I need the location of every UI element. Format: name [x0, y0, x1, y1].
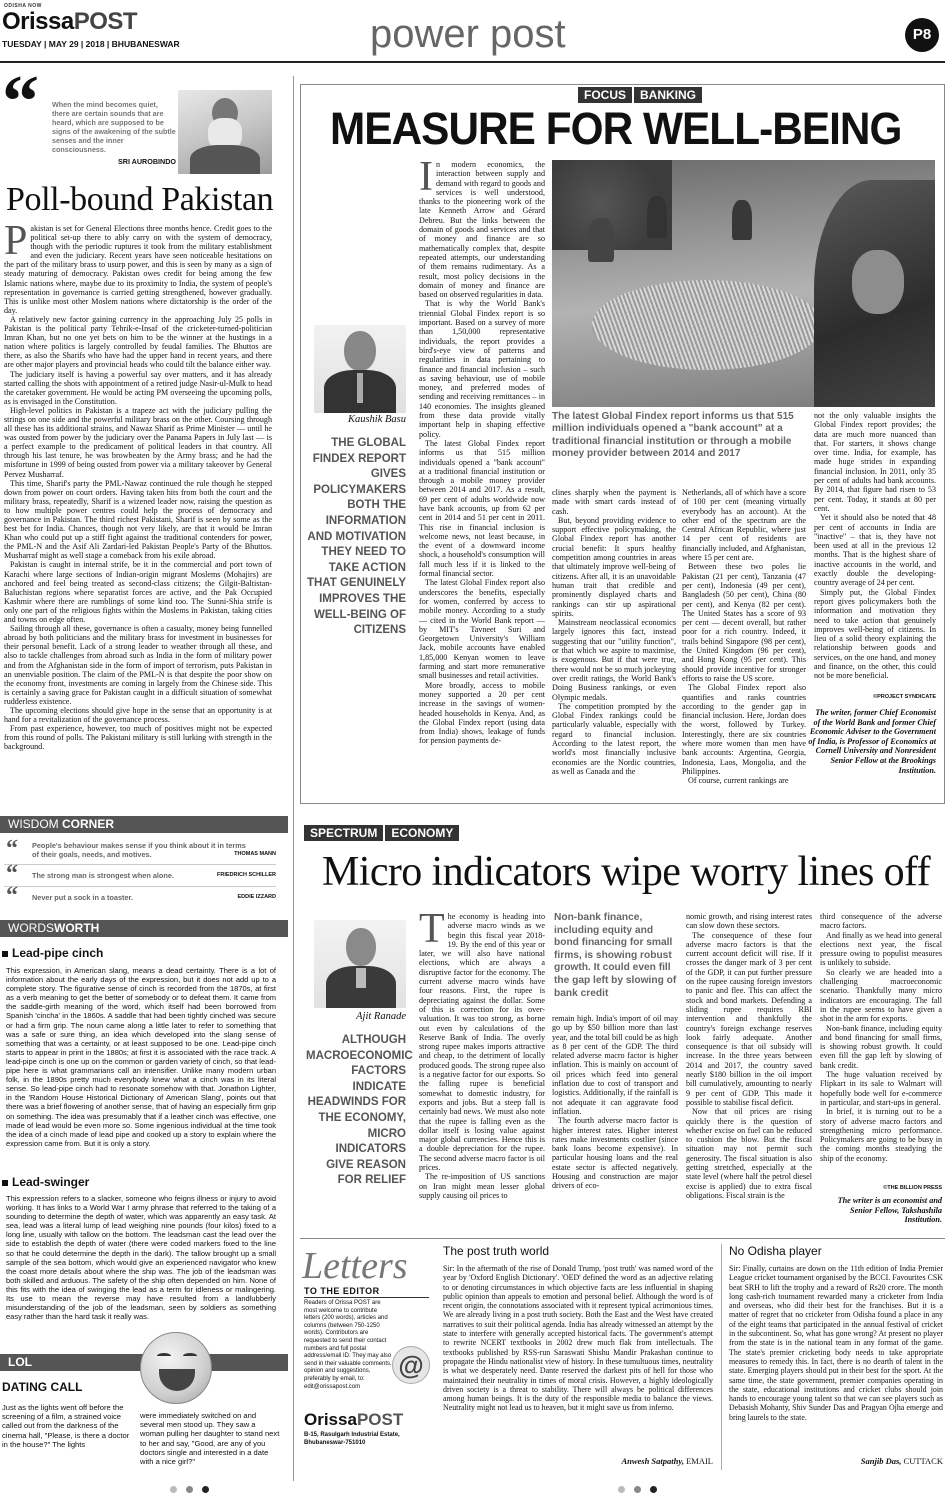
wisdom-list — [4, 836, 276, 909]
feature2-sidebar: Non-bank finance, including equity and bond financing for small firms, is showing robust growth. It could even fill the gap left by slowing of bank credit — [554, 912, 677, 999]
letter-signature: Sanjib Das, CUTTACK — [860, 1456, 943, 1466]
feature1-credit: ©PROJECT SYNDICATE — [873, 694, 936, 700]
feature2-col1: The economy is heading into adverse macro winds as we begin this fiscal year 2018-19. By the end of this year or later, we will also have national elections, which are always a disruptive factor for the economy. The current adverse macro winds have four reasons. First, the rupee is depreciating against the dollar. Some of this is correction for its over-valuation. It was too strong, as borne out even by calculations of the Reserve Bank of India. The overly strong rupee makes imports attractive and cheap, to the detriment of locally produced goods. The strong rupee also is a negative factor for our exports. So the falling rupee is beneficial somewhat to domestic industry, for exports and jobs. But a steep fall is certainly bad news. We must also note that the rupee is falling even as the dollar itself is losing value against major global currencies. Hence this is a double depreciation for the rupee. The second adverse macro factor is oil prices. The re-imposition of US sanctions on Iran might mean lesser global supply causing oil prices to — [419, 912, 545, 1200]
feature2-headline: Micro indicators wipe worry lines off — [322, 849, 931, 895]
masthead — [0, 0, 945, 62]
letters-logo: Letters — [302, 1245, 408, 1287]
feature2-pullquote: ALTHOUGH MACROECONOMIC FACTORS INDICATE HEADWINDS FOR THE ECONOMY, MICRO INDICATORS GIVE REASON FOR RELIEF — [306, 1034, 413, 1187]
letters-address: B-15, Rasulgarh Industrial Estate, Bhubaneswar-751010 — [304, 1432, 400, 1446]
letters-brand-post: POST — [356, 1410, 404, 1429]
quote-marks-icon: “ — [2, 61, 39, 143]
feature1-col3: Netherlands, all of which have a score of 100 per cent (meaning virtually everybody has an account). At the other end of the spectrum are the Central African Republic, where just 14 per cent of residents are financially included, and Afghanistan, where 15 per cent are. Between these two poles lie Pakistan (21 per cent), Tanzania (47 per cent), Indonesia (49 per cent), Bangladesh (50 per cent), China (80 per cent), and Kenya (82 per cent). The United States has a score of 93 per cent — decent overall, but rather poor for a rich country. Indeed, it trails behind Singapore (98 per cent), the United Kingdom (96 per cent), and Hong Kong (95 per cent). This should provide incentive for stronger efforts to raise the US score. The Global Findex report also quantifies and ranks countries according to the gender gap in financial inclusion. Here, Jordan does the worst, followed by Turkey. Interestingly, there are six countries where more women than men have bank accounts: Argentina, Georgia, Indonesia, Laos, Mongolia, and the Philippines. Of course, current rankings are — [682, 488, 806, 786]
quote-mark-icon: “ — [6, 836, 18, 862]
author-collar — [356, 968, 366, 988]
email-at-icon: @ — [392, 1346, 430, 1384]
lol-text-b: were immediately switched on and several men stood up. They saw a woman pulling her daughter to stand next to her and say, "Good, are any of you doctors single and interested in a date with a nice girl?" — [140, 1411, 280, 1467]
editorial-para-3: High-level politics in Pakistan is a trapeze act with the judiciary pulling the strings on one side and the powerful military brass on the other. Coursing through all these has its additional strains, and Nawaz Sharif as Prime Minister — until he was ousted from power by the judiciary over the Panama Papers in July last — is a perfect example to the predicament of political leaders in that country. All through his last tenure, he was browbeaten by the Army brass; and he had the misfortune in 1999 of being ousted from power via a military takeover by General Pervez Musharraf. — [4, 405, 272, 479]
laughing-emoji-icon — [140, 1332, 212, 1404]
editorial-para-1: A relatively new factor gaining currency in the approaching July 25 polls in Pakistan is the political party Tehrik-e-Insaf of the cricketer-turned-politician Imran Khan, but no one yet bets on him to be the winner at the hustings in a nation where politics is largely controlled by feudal families. The Bhuttos are there, as also the Sharifs who have had the upper hand in recent years, and there are other major players and provincial heads who could tilt the balance either way. — [4, 314, 272, 370]
page-number-badge — [905, 18, 939, 52]
reg-dot-icon — [634, 1486, 641, 1493]
feature1-pullquote: THE GLOBAL FINDEX REPORT GIVES POLICYMAKERS BOTH THE INFORMATION AND MOTIVATION THEY NEED TO TAKE ACTION THAT GENUINELY IMPROVES THE WELL-BEING OF CITIZENS — [306, 437, 406, 637]
wordsworth-label-a: WORDS — [8, 921, 54, 935]
wisdom-author: THOMAS MANN — [234, 851, 276, 857]
editorial-para-5: Pakistan is caught in internal strife, be it in the commercial and port town of Karachi where large sections of Indian-origin migrant Moslems (Mohajirs) are anchored and feel being treated as second-class citizens; the Gilgit-Baltistan-Baluchistan regions where separatist forces are active, and the Pak Occupied Kashmir where there are rumblings of some kind too. The Sunni-Shia strife is only one part of the religious fights within the Moslems in Pakistan, taking cities and towns on edge often. — [4, 560, 272, 625]
quote-author: SRI AUROBINDO — [117, 157, 176, 166]
kaushik-basu-photo — [314, 325, 406, 413]
photo-figure-2 — [647, 196, 667, 238]
square-bullet-icon — [2, 1180, 8, 1186]
wordsworth-entry-body: This expression refers to a slacker, someone who feigns illness or injury to avoid working. It has links to a World War I army phrase that referred to the taking of a sounding to determine the depth of water, which was apparently an easy task. At sea, lead was a literal lump of lead weighing nine pounds (four kilos) fixed to a long line, usually with tallow on the bottom. The leadsman cast the lead over the side to establish the depth of water (there were coded markers fixed to the line so that he could determine the depth in the dark). The tallow brought up a small sample of the sea bottom, which would give an experienced navigator who knew the coast more details about where the ship was. The job of the leadsman was both skilled and arduous. The safety of the ship often depended on him. None of this fits with the idea of swinging the lead as a term for idleness or malingering. Its use to mean the reverse may have resulted from a landlubberly misunderstanding of the job of the leadsman, seen by soldiers as something easy rather than the hard task it really was. — [6, 1194, 276, 1322]
kicker-economy: ECONOMY — [385, 825, 459, 841]
feature1-col1: In modern economics, the interaction between supply and demand with regard to goods and services is well understood, thanks to the pioneering work of the late Kenneth Arrow and Gérard Debreu. But the links between the domain of goods and services and that of money and finance are so mathematically complex that, despite repeated attempts, our understanding of them remains rudimentary. As a result, most policy decisions in the domain of money and finance are based on observed regularities in data. That is why the World Bank's triennial Global Findex report is so important. Based on a survey of more than 1,50,000 representative individuals, the report provides a bird's-eye view of patterns and regularities in data pertaining to finance and financial inclusion – such as saving behaviour, use of mobile money, and preferred modes of sending and receiving remittances – in 140 economies. The insights gleaned from these data provide vitally important help in shaping effective policy. The latest Global Findex report informs us that 515 million individuals opened a "bank account" at a traditional financial institution or through a mobile money provider between 2014 and 2017. As a result, 69 per cent of adults worldwide now have bank accounts, up from 62 per cent in 2014 and 51 per cent in 2011. This rise in financial inclusion is welcome news, not least because, in the event of a downward income shock, a household's consumption will fall much less if it is linked to the formal financial sector. The latest Global Findex report also underscores the benefits, especially for women, conferred by access to mobile money. According to a study — cited in the World Bank report — by MIT's Tavneet Suri and Georgetown University's William Jack, mobile accounts have enabled 1,85,000 Kenyan women to leave farming and start more remunerative small businesses and retail activities. More broadly, access to mobile money supported a 20 per cent increase in the savings of women-headed households in Kenya. And, as the Global Findex report (using data from India) shows, leakage of funds for pension payments de- — [419, 160, 545, 746]
square-bullet-icon — [2, 951, 8, 957]
lol-label: LOL — [8, 1355, 32, 1369]
letter-signature: Anwesh Satpathy, EMAIL — [621, 1456, 713, 1466]
feature1-headline: MEASURE FOR WELL-BEING — [330, 103, 902, 154]
emoji-eye-right — [183, 1353, 197, 1359]
brand-post: POST — [73, 8, 138, 35]
reg-dot-icon — [202, 1486, 209, 1493]
editorial-title: Poll-bound Pakistan — [6, 181, 274, 218]
wisdom-text: The strong man is strongest when alone. — [32, 871, 174, 880]
wisdom-item — [4, 836, 276, 865]
author-head — [344, 331, 376, 371]
feature1-author: Kaushik Basu — [347, 414, 406, 425]
feature1-caption: The latest Global Findex report informs us that 515 million individuals opened a "bank account" at a traditional financial institution or through a mobile money provider between 2014 and 2017 — [552, 411, 794, 460]
letters-top-rule — [300, 1238, 945, 1239]
feature2-credit: ©THE BILLION PRESS — [883, 1185, 942, 1191]
feature1-col4: not the only valuable insights the Global Findex report provides; the data are much more nuanced than that. For starters, it shows change over time. India, for example, has made huge strides in expanding financial inclusion. In 2011, only 35 per cent of adults had bank accounts. By 2014, that figure had risen to 53 per cent. Today, it stands at 80 per cent. Yet it should also be noted that 48 per cent of accounts in India are "inactive" – that is, they have not been used at all in the previous 12 months. That is the highest share of inactive accounts in the world, and exactly double the developing-country average of 24 per cent. Simply put, the Global Findex report gives policymakers both the information and motivation they need to take action that genuinely improves well-being of citizens. In lieu of a solid theory explaining the relationship between goods and services, on the one hand, and money and finance, on the other, this could not be more beneficial. — [814, 411, 936, 681]
letters-brand-orissa: Orissa — [304, 1410, 357, 1429]
reg-dot-icon — [618, 1486, 625, 1493]
author-tie — [357, 373, 363, 403]
letters-logo-sub: TO THE EDITOR — [304, 1286, 429, 1298]
letters-divider — [721, 1244, 722, 1470]
brand-logo[interactable] — [2, 8, 137, 36]
ajit-ranade-photo — [314, 920, 406, 1008]
wisdom-text: People's behaviour makes sense if you think about it in terms of their goals, needs, and motives. — [32, 841, 246, 859]
wisdom-item — [4, 883, 276, 909]
feature2-col3: nomic growth, and rising interest rates can slow down these sectors. The consequence of these four adverse macro factors is that the current account deficit will rise. If it crosses the danger mark of 3 per cent of the GDP, it can put further pressure on the rupee causing foreign investors to panic and flee. This can affect the stock and bond markets. Defending a sliding rupee requires RBI intervention and thankfully the country's foreign exchange reserves look fairly adequate. Another consequence is that oil subsidy will increase. In the three years between 2014 and 2017, the country saved nearly $180 billion in the oil import bill cumulatively, amounting to nearly 9 per cent of GDP. This made it possible to stabilise fiscal deficit. Now that oil prices are rising quickly there is the question of whether excise on fuel can be reduced to cushion the blow. But the fiscal situation may not permit such generosity. The fiscal situation is also getting stretched, especially at the state level (where half the petrol diesel excise is applied) due to extra fiscal obligations. Fiscal strain is the — [686, 912, 812, 1200]
photo-figure-1 — [588, 218, 614, 262]
wordsworth-entry-title: Lead-swinger — [2, 1175, 89, 1189]
letter-body: Sir: In the aftermath of the rise of Donald Trump, 'post truth' was named word of the year by 'Oxford English Dictionary'. 'OED' defined the word as an adjective relating to or denoting circumstances in which objective facts are less influential in shaping public opinion than appeals to emotion and personal belief. Although the word is of recent origin, the connotations associated with it represent typical acrimonious times. We are already living in a post truth society. Both the East and the West have created narratives to suit their political agenda. India has already witnessed an attempt by the state to interfere with generally accepted historical facts. The government's attempt to rewrite NCERT textbooks in 2002 drew much flak from intellectuals. The textbooks published by RSS-run Saraswati Shishu Mandir Prakashan continue to propagate the Hindu nationalist view of history. In these tumultuous times, neutrality is what we desperately need. Dante reserved the darkest pits of hell for those who maintained their neutrality in times of moral crisis. However, a highly ideologically driven society is a threat to stability. There will always be political differences among human beings. It is the duty of the responsible media to balance the views. Neutrality might not lead us to heaven, but it might save us from inferno. — [443, 1264, 713, 1413]
feature2-dropcap: T — [419, 912, 445, 952]
lol-text-a: Just as the lights went off before the screening of a film, a strained voice called out from the darkness of the cinema hall, "Please, is there a doctor in the house?" The lights — [2, 1403, 130, 1449]
editorial-para-7: The upcoming elections should give hope in the sense that an opportunity is at hand for a revitalization of the governance process. — [4, 705, 272, 725]
quote-box — [0, 61, 288, 174]
feature2-author: Ajit Ranade — [356, 1011, 406, 1022]
lol-title: DATING CALL — [2, 1380, 83, 1394]
letters-info: Readers of Orissa POST are most welcome to contribute letters (200 words), articles and columns (between 750-1250 words). Contributors are requested to send their contact numbers and full postal address/email ID. They may also send in their valuable comments, opinion and suggestions, preferably by email, to: edit@orissapost.com — [304, 1300, 392, 1390]
emoji-eye-left — [157, 1353, 171, 1359]
editorial-para-6: Sailing through all these, governance is often a casualty, money being funnelled abroad by both politicians and the military brass for investment in businesses for their personal benefit. Lack of a strong leader to weather through all these, and also to tackle challenges from abroad such as India in the form of military power and from the Afghanistan side in the form of import of terrorism, puts Pakistan in an unenviable position. The claim of the PML-N is that despite the poor show on the economy front, investments are coming in largely from the Chinese side. This is certainly a saving grace for Pakistan caught in a difficult situation of somewhat rudderless existence. — [4, 624, 272, 706]
wisdom-label-a: WISDOM — [8, 817, 59, 831]
editorial-para-8: From past experience, however, too much of positives might not be expected from this round of polls. The Pakistani military is still lurking with strength in the background. — [4, 724, 272, 752]
aurobindo-portrait — [178, 90, 272, 174]
quote-mark-icon: “ — [6, 861, 18, 887]
wisdom-label-b: CORNER — [62, 817, 115, 831]
feature2-col2: remain high. India's import of oil may go up by $50 billion more than last year, and the total bill could be as high as 8 per cent of the GDP. The third related adverse macro factor is higher inflation. This is mainly on account of oil prices which feed into general inflation due to cost of transport and logistics. Additionally, if the rainfall is not adequate it can aggravate food inflation. The fourth adverse macro factor is higher interest rates. Higher interest rates make investments costlier (since bank loans become expensive). In particular housing loans and the real estate sector is affected negatively. Housing and construction are major drivers of eco- — [552, 1014, 678, 1191]
reg-dot-icon — [170, 1486, 177, 1493]
feature1-photo-women-farming — [552, 160, 935, 407]
wordsworth-entry-title: Lead-pipe cinch — [2, 946, 103, 960]
kicker-spectrum: SPECTRUM — [304, 825, 383, 841]
letters-post-brand — [304, 1410, 403, 1430]
feature1-col2: clines sharply when the payment is made with smart cards instead of cash. But, beyond providing evidence to support effective policymaking, the Global Findex report has another crucial benefit: It spurs healthy competition among countries in areas that ultimately improve well-being of citizens. After all, it is an unavoidable human trait that credible and prominently displayed charts and rankings can stir up aspirational spirits. Mainstream neoclassical economics largely ignores this fact, instead suggesting that our "utility function", or that which we aspire to maximise, is exogenous. But if that were true, there would not be so much jockeying over credit ratings, the World Bank's Doing Business rankings, or even Olympic medals. The competition prompted by the Global Findex rankings could be particularly valuable, especially with regard to financial inclusion. According to the latest report, the world's most financially inclusive economies are the Nordic countries, as well as Canada and the — [552, 488, 676, 776]
feature1-dropcap: I — [419, 160, 433, 200]
kicker-focus: FOCUS — [578, 87, 632, 103]
wisdom-corner-header — [0, 816, 288, 833]
masthead-rule — [0, 61, 945, 63]
editorial-para-2: The judiciary itself is having a powerful say over matters, and it has already started calling the shots with appointment of a retired judge Nasir-ul-Mulk to head the caretaker government. He would be acting PM overseeing the upcoming polls, as is envisaged in the Constitution. — [4, 369, 272, 406]
editorial-para-4: This time, Sharif's party the PML-Nawaz continued the rule though he stepped down from power on court orders. Having taken hits from both the court and the military brass, repeatedly, Sharif is a wizened leader now, raising the question as to how multiple power centres could help the process of democracy and governance in Pakistan. The third richest Pakistani, Sharif is seen by some as the best bet for India. Chances, though not very likely, are that it would be Imran Khan who could put up a stiff fight against the traditional contenders for power, the PML-N and the Asif Ali Zardari-led Pakistan People's Party of the Bhuttos. Musharraf might as well stage a comeback from his exile abroad. — [4, 478, 272, 561]
reg-dot-icon — [186, 1486, 193, 1493]
letter-body: Sir: Finally, curtains are down on the 11th edition of India Premier League cricket tournament organised by the BCCI. Favourites CSK beat SRH to lift the trophy and a reward of Rs20 crore. The month long cash-rich tournament rewarded many a cricketer from India and overseas, who did their best for the franchises. But it is a matter of regret that no cricketer from Odisha found a place in any of the eight teams that participated in the annual festival of cricket in the subcontinent. So, what has gone wrong? At present no player from the state is in the national team in any format of the game. The state's premier cricketing body needs to take appropriate measures to remedy this. In fact, there is no dearth of talent in the state. Emerging players should put in their best for the sport. At the same time, the state government, premier companies operating in the state, educational institutions and cricket clubs should join hands to encourage young talent so that we can see players such as Debasish Mohanty, Shiv Sunder Das and Pragyan Ojha emerge and bring laurels to the state. — [729, 1264, 943, 1422]
feature2-kicker — [304, 824, 459, 842]
wordsworth-header — [0, 920, 288, 937]
quote-mark-icon: “ — [6, 883, 18, 909]
wisdom-item — [4, 861, 276, 887]
emoji-mouth — [159, 1369, 195, 1391]
brand-orissa: Orissa — [2, 8, 74, 35]
photo-crop-pile — [592, 280, 822, 370]
wordsworth-entry-body: This expression, in American slang, means a dead certainty. There is a lot of information about the early days of the expression, but it does not add up to a complete story. The figurative sense of cinch is recorded from the 1870s, at first as a verb meaning to get the better of somebody or to defeat them. It came from the saddle-girth meaning of the word, which itself had been borrowed from Spanish 'cincha' in the 1860s. A saddle that had been tightly cinched was secure or had a firm grip. The noun came along a little later to refer to something that was a safe or sure thing, an idea which developed into the slang sense of something that was a certainty, or at least supposed to be one. Lead-pipe cinch starts to appear in print in the 1880s; at first it is associated with the race track. A lead-pipe cinch is one up on the common or garden variety of cinch, so that lead-pipe here is what grammarians call an intensifier. Unlike many modern urban folk, in the 1890s pretty much everybody knew what a cinch was in its literal sense. So lead-pipe cinch had to resonate somehow with that. Jonathon Lighter, in the 'Random House Historical Dictionary of American Slang', points out that there was a brief flowering of another sense, that of having an especially firm grip on something. The idea was presumably that if a leather cinch was effective, one made of lead would be even more so. Some ingenious individual at the time took the idea of a cinch made of lead pipe and cooked up a story to explain where the expression came from. But it is only a story. — [6, 966, 276, 1148]
photo-figure-3 — [732, 200, 752, 240]
registration-marks — [0, 1484, 945, 1497]
portrait-body — [190, 145, 260, 174]
wisdom-author: EDDIE IZZARD — [237, 894, 276, 900]
feature1-bio: The writer, former Chief Economist of the World Bank and former Chief Economic Adviser to the Government of India, is Professor of Economics at Cornell University and Nonresident Senior Fellow at the Brookings Institution. — [808, 708, 936, 775]
dateline: TUESDAY | MAY 29 | 2018 | BHUBANESWAR — [2, 39, 180, 49]
editorial-body — [4, 224, 272, 800]
author-head — [346, 928, 376, 966]
wisdom-text: Never put a sock in a toaster. — [32, 893, 133, 902]
wordsworth-label-b: WORTH — [54, 921, 100, 935]
page-number: P8 — [912, 26, 932, 43]
letter-title: The post truth world — [443, 1244, 550, 1258]
editorial-para-0: akistan is set for General Elections three months hence. Credit goes to the political set-up there to ably carry on with the system of democracy, though with the periodic ruptures it took from the military establishment and even the judiciary. Recent years have seen noticeable hesitations on the part of the military brass to usurp power, and this is seen by many as a sign of steady maturing of democracy. Pakistan owes credit for being among the few Islamic nations where, maybe due to its proximity to India, the system of people's representation in governance is carried getting strengthened, however gradually. This is unlike most other Moslem nations where dictatorship is the order of the day. — [4, 224, 272, 315]
wisdom-author: FRIEDRICH SCHILLER — [217, 872, 276, 878]
quote-text: When the mind becomes quiet, there are certain sounds that are heard, which are supposed to be signs of the awakening of the subtle senses and the inner consciousness. — [52, 100, 176, 154]
feature2-bio: The writer is an economist and Senior Fellow, Takshashila Institution. — [837, 1196, 942, 1225]
brand-tagline: ODISHA NOW — [4, 3, 42, 9]
kicker-banking: BANKING — [634, 87, 702, 103]
letter-title: No Odisha player — [729, 1244, 822, 1258]
column-divider — [293, 76, 294, 1481]
section-title: power post — [370, 12, 566, 56]
feature2-col4: third consequence of the adverse macro factors. And finally as we head into general elections next year, the fiscal pressure owing to populist measures is unlikely to subside. So clearly we are headed into a challenging macroeconomic scenario. Thankfully many micro indicators are encouraging. The fall in the rupee seems to have given a shot in the arm for exports. Non-bank finance, including equity and bond financing for small firms, is showing robust growth. It could even fill the gap left by slowing of bank credit. The huge valuation received by Flipkart in its sale to Walmart will hopefully bode well for e-commerce in particular, and start-ups in general. In brief, it is turning out to be a story of adverse macro factors and strengthening micro performance. Policymakers are going to be busy in the coming months steadying the ship of the economy. — [820, 912, 942, 1163]
editorial-dropcap: P — [4, 224, 28, 264]
photo-woman-face — [852, 250, 904, 314]
reg-dot-icon — [650, 1486, 657, 1493]
